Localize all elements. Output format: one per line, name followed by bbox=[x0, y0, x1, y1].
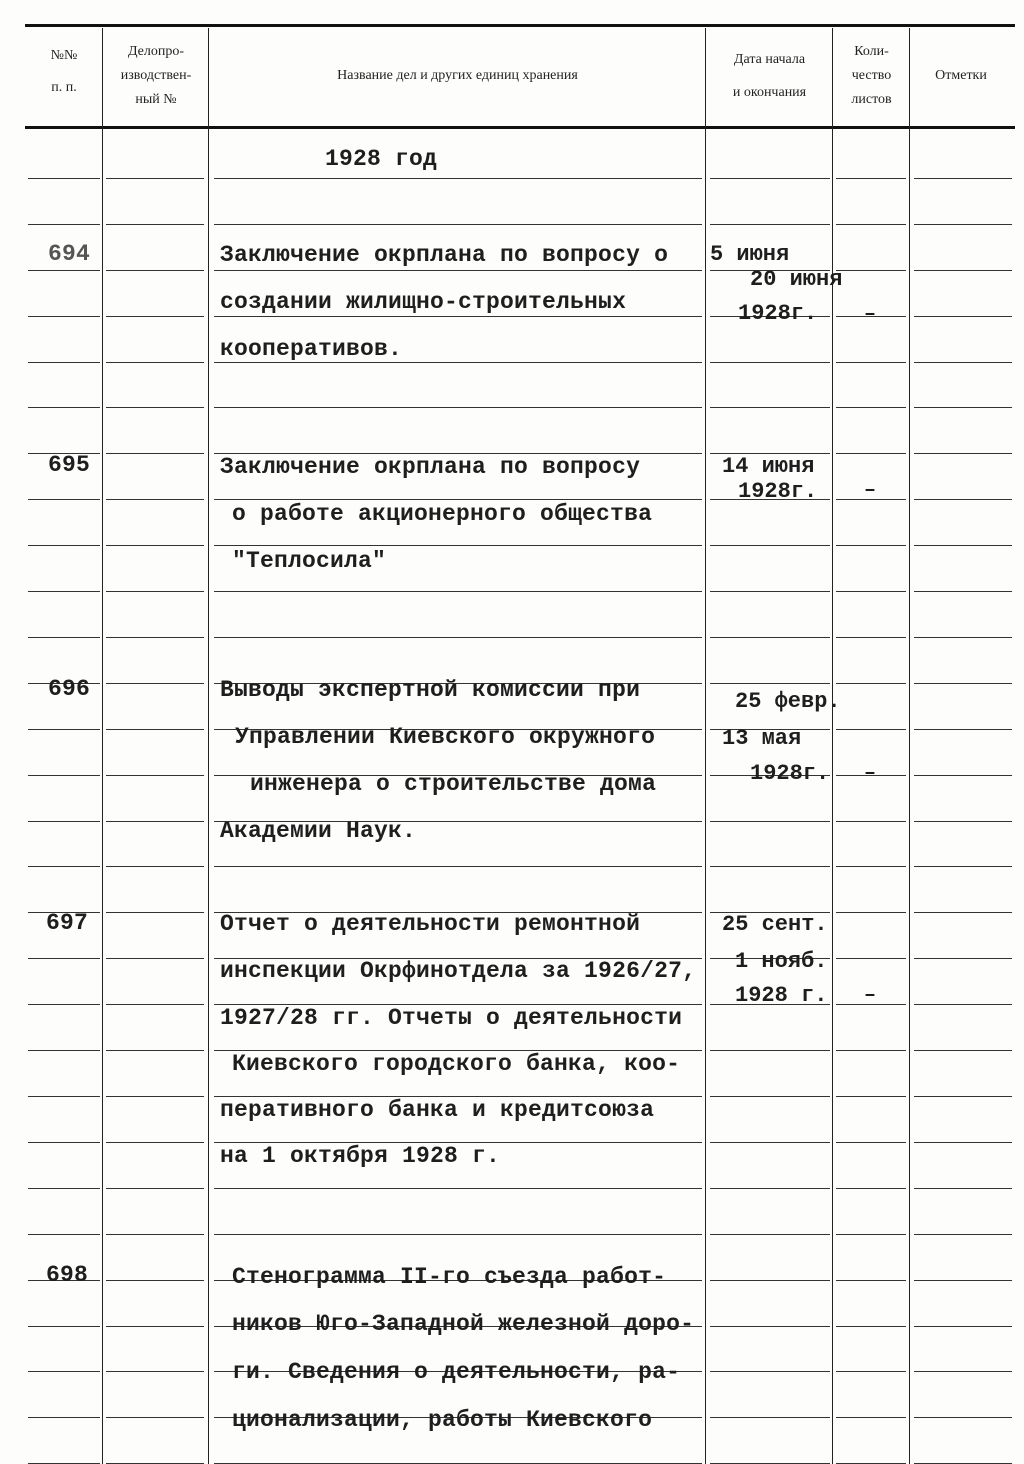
row-rule bbox=[214, 1234, 702, 1235]
entry-title-line: "Теплосила" bbox=[232, 548, 387, 574]
row-rule bbox=[914, 866, 1012, 867]
row-rule bbox=[914, 1096, 1012, 1097]
row-rule bbox=[28, 1371, 100, 1372]
row-rule bbox=[106, 1096, 204, 1097]
row-rule bbox=[214, 407, 702, 408]
row-rule bbox=[836, 1371, 906, 1372]
entry-title-line: на 1 октября 1928 г. bbox=[220, 1143, 501, 1169]
row-rule bbox=[28, 729, 100, 730]
row-rule bbox=[914, 1050, 1012, 1051]
entry-number: 695 bbox=[48, 452, 91, 478]
entry-date: 1928г. bbox=[738, 301, 818, 326]
header-line: листов bbox=[851, 92, 892, 107]
row-rule bbox=[914, 224, 1012, 225]
entry-date: 25 февр. bbox=[735, 689, 841, 714]
row-rule bbox=[914, 178, 1012, 179]
header-line: Делопро- bbox=[127, 44, 185, 59]
row-rule bbox=[28, 1004, 100, 1005]
column-divider bbox=[832, 28, 833, 1464]
row-rule bbox=[106, 545, 204, 546]
row-rule bbox=[710, 821, 830, 822]
row-rule bbox=[28, 775, 100, 776]
row-rule bbox=[914, 1004, 1012, 1005]
row-rule bbox=[710, 1096, 830, 1097]
row-rule bbox=[836, 1326, 906, 1327]
entry-title-line: ционализации, работы Киевского bbox=[232, 1407, 653, 1433]
row-rule bbox=[710, 866, 830, 867]
row-rule bbox=[710, 591, 830, 592]
row-rule bbox=[914, 1142, 1012, 1143]
entry-title-line: создании жилищно-строительных bbox=[220, 289, 627, 315]
entry-sheets: – bbox=[864, 479, 877, 502]
row-rule bbox=[214, 637, 702, 638]
row-rule bbox=[914, 775, 1012, 776]
entry-title-line: ги. Сведения о деятельности, ра- bbox=[232, 1359, 681, 1385]
row-rule bbox=[28, 591, 100, 592]
header-sheets bbox=[834, 40, 909, 112]
row-rule bbox=[836, 1417, 906, 1418]
column-divider bbox=[208, 28, 209, 1464]
row-rule bbox=[28, 1050, 100, 1051]
header-line: Коли- bbox=[854, 44, 889, 59]
header-top-rule bbox=[25, 24, 1015, 27]
row-rule bbox=[710, 545, 830, 546]
row-rule bbox=[836, 866, 906, 867]
row-rule bbox=[28, 1096, 100, 1097]
row-rule bbox=[710, 1417, 830, 1418]
row-rule bbox=[28, 407, 100, 408]
row-rule bbox=[28, 1188, 100, 1189]
row-rule bbox=[106, 1142, 204, 1143]
row-rule bbox=[28, 178, 100, 179]
row-rule bbox=[106, 821, 204, 822]
row-rule bbox=[914, 1234, 1012, 1235]
row-rule bbox=[106, 958, 204, 959]
row-rule bbox=[214, 545, 702, 546]
header-dates bbox=[707, 48, 832, 105]
row-rule bbox=[710, 1050, 830, 1051]
row-rule bbox=[106, 729, 204, 730]
row-rule bbox=[214, 591, 702, 592]
row-rule bbox=[710, 178, 830, 179]
row-rule bbox=[28, 1234, 100, 1235]
row-rule bbox=[836, 1142, 906, 1143]
entry-date: 1928 г. bbox=[735, 983, 828, 1008]
row-rule bbox=[28, 637, 100, 638]
row-rule bbox=[914, 821, 1012, 822]
entry-title-line: о работе акционерного общества bbox=[232, 501, 653, 527]
row-rule bbox=[914, 1371, 1012, 1372]
row-rule bbox=[28, 821, 100, 822]
row-rule bbox=[214, 224, 702, 225]
row-rule bbox=[914, 958, 1012, 959]
row-rule bbox=[914, 1326, 1012, 1327]
row-rule bbox=[28, 224, 100, 225]
row-rule bbox=[28, 1326, 100, 1327]
row-rule bbox=[106, 1371, 204, 1372]
row-rule bbox=[836, 1188, 906, 1189]
entry-date: 13 мая bbox=[722, 726, 802, 751]
row-rule bbox=[914, 407, 1012, 408]
row-rule bbox=[106, 1280, 204, 1281]
entry-title-line: Стенограмма II-го съезда работ- bbox=[232, 1264, 667, 1290]
entry-title-line: перативного банка и кредитсоюза bbox=[220, 1097, 655, 1123]
entry-title-line: Академии Наук. bbox=[220, 818, 417, 844]
entry-number: 697 bbox=[46, 910, 89, 936]
entry-title-line: Заключение окрплана по вопросу bbox=[220, 454, 641, 480]
entry-date: 1928г. bbox=[750, 761, 830, 786]
entry-date: 20 июня bbox=[750, 267, 843, 292]
row-rule bbox=[106, 316, 204, 317]
row-rule bbox=[28, 1417, 100, 1418]
entry-title-line: Управлении Киевского окружного bbox=[235, 724, 656, 750]
row-rule bbox=[836, 912, 906, 913]
header-num-line: №№ bbox=[50, 48, 78, 63]
row-rule bbox=[914, 545, 1012, 546]
row-rule bbox=[28, 958, 100, 959]
entry-title-line: Отчет о деятельности ремонтной bbox=[220, 911, 641, 937]
header-office-num bbox=[104, 40, 208, 112]
row-rule bbox=[214, 270, 702, 271]
entry-title-line: инженера о строительстве дома bbox=[250, 771, 657, 797]
row-rule bbox=[28, 1142, 100, 1143]
row-rule bbox=[106, 270, 204, 271]
header-notes: Отметки bbox=[935, 68, 987, 83]
row-rule bbox=[836, 178, 906, 179]
row-rule bbox=[214, 316, 702, 317]
row-rule bbox=[914, 316, 1012, 317]
entry-date: 25 сент. bbox=[722, 912, 828, 937]
row-rule bbox=[836, 729, 906, 730]
entry-title-line: Заключение окрплана по вопросу о bbox=[220, 242, 669, 268]
row-rule bbox=[836, 591, 906, 592]
entry-number: 698 bbox=[46, 1262, 89, 1288]
row-rule bbox=[914, 362, 1012, 363]
row-rule bbox=[106, 407, 204, 408]
entry-title-line: кооперативов. bbox=[220, 336, 403, 362]
column-divider bbox=[909, 28, 910, 1464]
header-line: ный № bbox=[135, 92, 177, 107]
row-rule bbox=[914, 270, 1012, 271]
row-rule bbox=[106, 1417, 204, 1418]
row-rule bbox=[836, 683, 906, 684]
row-rule bbox=[28, 499, 100, 500]
row-rule bbox=[106, 453, 204, 454]
row-rule bbox=[710, 224, 830, 225]
row-rule bbox=[836, 1050, 906, 1051]
row-rule bbox=[836, 1234, 906, 1235]
row-rule bbox=[914, 499, 1012, 500]
row-rule bbox=[106, 912, 204, 913]
row-rule bbox=[836, 224, 906, 225]
row-rule bbox=[106, 1050, 204, 1051]
header-bottom-rule bbox=[25, 126, 1015, 129]
entry-title-line: Киевского городского банка, коо- bbox=[232, 1051, 681, 1077]
row-rule bbox=[914, 1417, 1012, 1418]
entry-number: 696 bbox=[48, 676, 91, 702]
entry-sheets: – bbox=[864, 984, 877, 1007]
row-rule bbox=[106, 637, 204, 638]
row-rule bbox=[214, 178, 702, 179]
row-rule bbox=[710, 1234, 830, 1235]
row-rule bbox=[106, 1004, 204, 1005]
row-rule bbox=[836, 821, 906, 822]
row-rule bbox=[710, 1142, 830, 1143]
entry-title-line: 1927/28 гг. Отчеты о деятельности bbox=[220, 1005, 683, 1031]
row-rule bbox=[106, 1234, 204, 1235]
row-rule bbox=[214, 499, 702, 500]
row-rule bbox=[106, 224, 204, 225]
row-rule bbox=[914, 1280, 1012, 1281]
entry-date: 1928г. bbox=[738, 479, 818, 504]
year-heading: 1928 год bbox=[325, 146, 438, 172]
row-rule bbox=[710, 637, 830, 638]
row-rule bbox=[106, 866, 204, 867]
row-rule bbox=[710, 362, 830, 363]
row-rule bbox=[106, 683, 204, 684]
row-rule bbox=[710, 407, 830, 408]
header-line: чество bbox=[851, 68, 892, 83]
row-rule bbox=[710, 1371, 830, 1372]
row-rule bbox=[106, 1326, 204, 1327]
entry-sheets: – bbox=[864, 762, 877, 785]
row-rule bbox=[214, 866, 702, 867]
row-rule bbox=[28, 362, 100, 363]
row-rule bbox=[214, 1188, 702, 1189]
header-line: и окончания bbox=[732, 85, 807, 100]
header-line: Дата начала bbox=[733, 52, 806, 67]
column-divider bbox=[102, 28, 103, 1464]
row-rule bbox=[28, 270, 100, 271]
row-rule bbox=[836, 453, 906, 454]
row-rule bbox=[836, 1280, 906, 1281]
row-rule bbox=[106, 499, 204, 500]
row-rule bbox=[710, 1326, 830, 1327]
row-rule bbox=[836, 270, 906, 271]
entry-sheets: – bbox=[864, 303, 877, 326]
row-rule bbox=[214, 362, 702, 363]
header-num-line: п. п. bbox=[51, 80, 77, 95]
row-rule bbox=[836, 958, 906, 959]
header-line: изводствен- bbox=[120, 68, 192, 83]
header-num bbox=[28, 44, 100, 100]
row-rule bbox=[28, 866, 100, 867]
row-rule bbox=[106, 591, 204, 592]
entry-title-line: ников Юго-Западной железной доро- bbox=[232, 1311, 695, 1337]
entry-title-line: Выводы экспертной комиссии при bbox=[220, 677, 641, 703]
column-divider bbox=[705, 28, 706, 1464]
row-rule bbox=[836, 545, 906, 546]
row-rule bbox=[836, 637, 906, 638]
row-rule bbox=[710, 1280, 830, 1281]
row-rule bbox=[914, 729, 1012, 730]
entry-date: 5 июня bbox=[710, 242, 790, 267]
row-rule bbox=[28, 545, 100, 546]
row-rule bbox=[914, 912, 1012, 913]
row-rule bbox=[914, 591, 1012, 592]
header-title: Название дел и других единиц хранения bbox=[337, 68, 578, 83]
row-rule bbox=[106, 775, 204, 776]
row-rule bbox=[28, 316, 100, 317]
entry-number: 694 bbox=[48, 241, 91, 267]
row-rule bbox=[836, 1096, 906, 1097]
row-rule bbox=[710, 683, 830, 684]
entry-date: 1 нояб. bbox=[735, 949, 828, 974]
row-rule bbox=[914, 453, 1012, 454]
row-rule bbox=[836, 362, 906, 363]
row-rule bbox=[914, 1188, 1012, 1189]
row-rule bbox=[106, 362, 204, 363]
row-rule bbox=[914, 683, 1012, 684]
row-rule bbox=[106, 178, 204, 179]
entry-date: 14 июня bbox=[722, 454, 815, 479]
row-rule bbox=[710, 1188, 830, 1189]
row-rule bbox=[106, 1188, 204, 1189]
row-rule bbox=[836, 407, 906, 408]
entry-title-line: инспекции Окрфинотдела за 1926/27, bbox=[220, 958, 697, 984]
row-rule bbox=[914, 637, 1012, 638]
